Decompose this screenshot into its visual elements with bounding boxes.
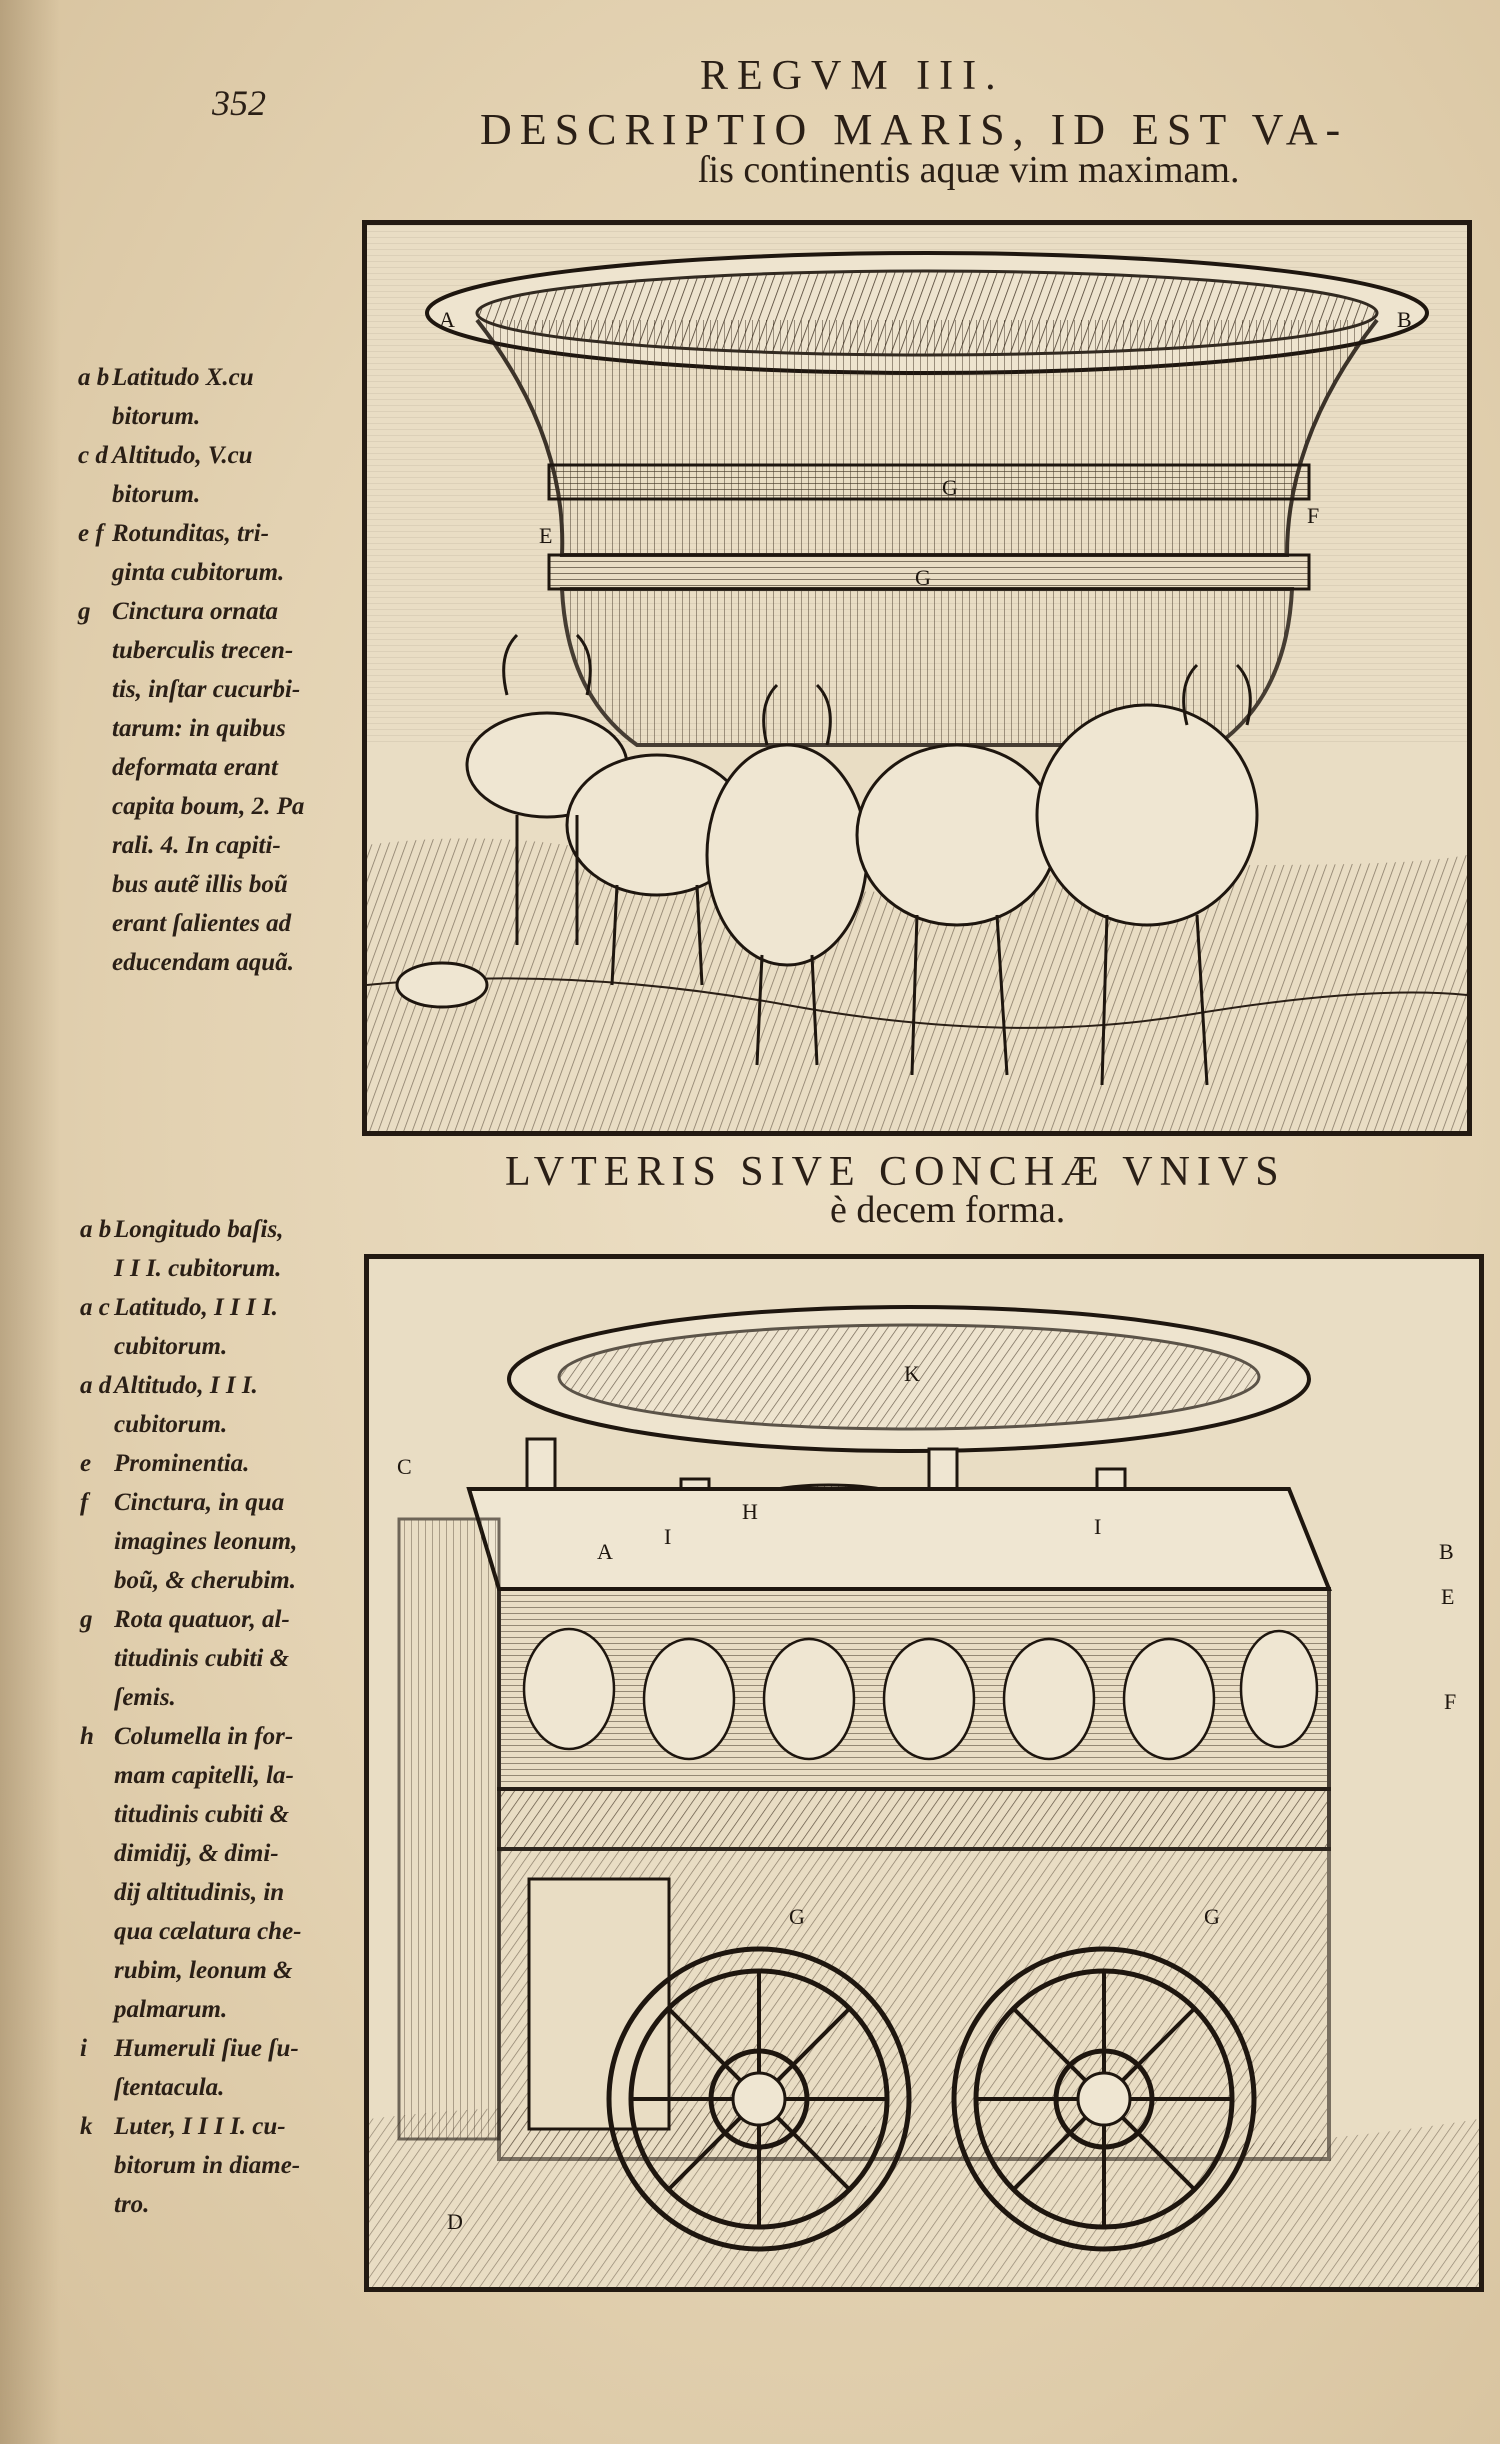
label-f: F [1444,1689,1457,1714]
notes-top [78,358,368,982]
note-text: I I I. cubitorum. [114,1255,282,1282]
molten-sea-illustration [367,225,1467,1131]
note-line [78,904,368,943]
note-line [78,943,368,982]
note-key: e f [78,520,104,547]
note-text: imagines leonum, [114,1528,298,1555]
note-line [80,1639,380,1678]
note-line [80,1366,380,1405]
label-g: G [789,1904,805,1929]
note-key [78,787,112,826]
note-text: qua cælatura che- [114,1918,302,1945]
label-h: H [742,1499,758,1524]
label-a: A [597,1539,613,1564]
note-text: tis, inſtar cucurbi- [112,676,301,703]
note-key: a d [80,1372,112,1399]
note-line [80,1405,380,1444]
note-line [80,1717,380,1756]
note-key: a b [78,364,110,391]
note-line [78,553,368,592]
note-text: Humeruli ſiue ſu- [114,2035,299,2062]
note-text: palmarum. [114,1996,228,2023]
note-line [80,1795,380,1834]
note-key [78,631,112,670]
note-key [80,1522,114,1561]
note-line [78,826,368,865]
note-text: tro. [114,2191,150,2218]
note-line [80,2107,380,2146]
note-line [78,631,368,670]
note-key [78,826,112,865]
note-line [78,592,368,631]
note-key [78,475,112,514]
note-line [80,1912,380,1951]
note-key [80,1639,114,1678]
page-gutter-shadow [0,0,60,2444]
title-bottom-line2: è decem forma. [830,1189,1066,1231]
note-key: a c [80,1294,110,1321]
note-line [78,709,368,748]
note-text: dimidij, & dimi- [114,1840,279,1867]
note-key [80,1405,114,1444]
note-text: Cinctura ornata [112,598,279,625]
note-key [78,709,112,748]
note-key [80,1873,114,1912]
note-text: Columella in for- [114,1723,294,1750]
note-key [80,1561,114,1600]
note-text: cubitorum. [114,1333,228,1360]
note-key: g [78,598,91,625]
note-key [80,1951,114,1990]
note-line [80,1873,380,1912]
note-line [80,1210,380,1249]
label-b: B [1439,1539,1454,1564]
note-text: bitorum in diame- [114,2152,301,2179]
note-text: Longitudo baſis, [114,1216,284,1243]
note-key [78,553,112,592]
notes-bottom [80,1210,380,2224]
note-text: bus autẽ illis boũ [112,871,288,898]
note-line [78,397,368,436]
label-f: F [1307,503,1320,528]
note-key: h [80,1723,94,1750]
note-line [78,436,368,475]
note-text: mam capitelli, la- [114,1762,294,1789]
note-key [78,943,112,982]
note-key [78,670,112,709]
note-key [80,1990,114,2029]
note-text: Prominentia. [114,1450,250,1477]
note-text: rubim, leonum & [114,1957,293,1984]
note-text: tarum: in quibus [112,715,286,742]
note-line [80,1834,380,1873]
note-text: Altitudo, V.cu [112,442,253,469]
note-key [78,748,112,787]
note-text: Altitudo, I I I. [114,1372,258,1399]
note-text: titudinis cubiti & [114,1645,290,1672]
note-key [78,397,112,436]
label-e: E [1441,1584,1455,1609]
label-k: K [904,1361,920,1386]
note-text: titudinis cubiti & [114,1801,290,1828]
note-line [80,1600,380,1639]
note-line [80,1249,380,1288]
note-line [80,2146,380,2185]
note-line [80,1756,380,1795]
note-line [80,1483,380,1522]
label-g: G [1204,1904,1220,1929]
laver-cart-illustration [369,1259,1479,2287]
note-line [78,865,368,904]
note-key: i [80,2035,87,2062]
note-text: Rotunditas, tri- [112,520,269,547]
note-text: boũ, & cherubim. [114,1567,296,1594]
title-top-line1: DESCRIPTIO MARIS, ID EST VA- [480,105,1349,154]
note-key: e [80,1450,92,1477]
note-text: Rota quatuor, al- [114,1606,290,1633]
note-line [80,1951,380,1990]
page-number: 352 [212,83,266,123]
note-line [80,2029,380,2068]
note-key [80,1327,114,1366]
note-key: a b [80,1216,112,1243]
note-key [80,2185,114,2224]
note-line [80,1678,380,1717]
label-c: C [397,1454,412,1479]
note-text: bitorum. [112,403,201,430]
note-text: capita boum, 2. Pa [112,793,305,820]
label-i: I [664,1524,672,1549]
note-key [80,1678,114,1717]
note-line [80,1990,380,2029]
note-key [78,904,112,943]
note-text: Latitudo X.cu [112,364,254,391]
woodcut-laver-cart [364,1254,1484,2292]
note-line [80,1327,380,1366]
note-text: tuberculis trecen- [112,637,294,664]
label-g: G [915,565,931,590]
note-line [78,670,368,709]
note-key: g [80,1606,93,1633]
note-key [80,1249,114,1288]
note-key [80,1912,114,1951]
note-line [78,475,368,514]
note-text: Cinctura, in qua [114,1489,285,1516]
note-line [80,1288,380,1327]
note-line [78,787,368,826]
note-text: ſtentacula. [114,2074,225,2101]
note-line [80,1444,380,1483]
woodcut-molten-sea [362,220,1472,1136]
note-text: deformata erant [112,754,278,781]
title-top-line2: ſis continentis aquæ vim maximam. [698,149,1240,191]
note-line [80,1522,380,1561]
note-text: bitorum. [112,481,201,508]
note-line [80,1561,380,1600]
note-key: f [80,1489,89,1516]
note-key: k [80,2113,93,2140]
note-key [80,1756,114,1795]
running-head: REGVM III. [700,53,1005,99]
note-line [78,748,368,787]
label-g: G [942,475,958,500]
title-bottom-line1: LVTERIS SIVE CONCHÆ VNIVS [505,1149,1286,1195]
note-line [78,514,368,553]
note-text: rali. 4. In capiti- [112,832,281,859]
label-d: D [447,2209,463,2234]
label-b: B [1397,307,1412,332]
note-text: dij altitudinis, in [114,1879,285,1906]
note-text: educendam aquã. [112,949,294,976]
note-text: Latitudo, I I I I. [114,1294,278,1321]
note-key [80,2146,114,2185]
label-a: A [439,307,455,332]
note-key [80,1834,114,1873]
note-text: ginta cubitorum. [112,559,285,586]
note-key [78,865,112,904]
note-line [78,358,368,397]
note-text: Luter, I I I I. cu- [114,2113,286,2140]
note-line [80,2068,380,2107]
note-key [80,2068,114,2107]
note-line [80,2185,380,2224]
label-e: E [539,523,553,548]
note-text: erant ſalientes ad [112,910,292,937]
note-text: cubitorum. [114,1411,228,1438]
note-key: c d [78,442,108,469]
note-key [80,1795,114,1834]
note-text: ſemis. [114,1684,176,1711]
label-i: I [1094,1514,1102,1539]
